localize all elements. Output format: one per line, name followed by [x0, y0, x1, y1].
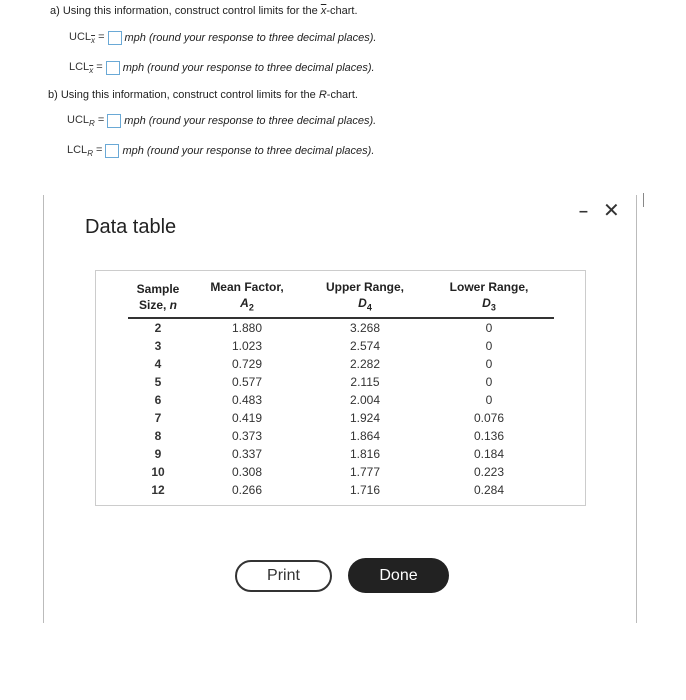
cell-sample-size: 3 [154, 339, 162, 353]
lcl-x-note: mph (round your response to three decimal places). [122, 62, 375, 75]
cell-sample-size: 2 [154, 321, 162, 335]
cell-d3: 0 [485, 357, 493, 371]
r-symbol: R [318, 89, 327, 101]
minimize-icon[interactable]: – [579, 203, 588, 220]
cell-a2: 0.308 [231, 465, 263, 479]
cell-d4: 1.924 [349, 411, 381, 425]
cell-sample-size: 5 [154, 375, 162, 389]
cell-d3: 0 [485, 339, 493, 353]
cell-a2: 0.337 [231, 447, 263, 461]
ucl-r-row [67, 114, 376, 128]
cell-a2: 0.483 [231, 393, 263, 407]
question-b-prompt-prefix: b) Using this information, construct control limits for the [48, 89, 319, 101]
lcl-x-label: $LCL_{\overline{x}}$ = [69, 61, 103, 76]
data-table [128, 277, 554, 499]
cell-sample-size: 10 [151, 465, 165, 479]
table-row [128, 409, 554, 427]
x-bar-symbol: $\overline{x}$ [320, 5, 327, 17]
cell-d4: 1.716 [349, 483, 381, 497]
lcl-r-note: mph (round your response to three decimal places). [122, 145, 375, 158]
dialog-title: Data table [85, 216, 177, 238]
table-row [128, 427, 554, 445]
cell-sample-size: 8 [154, 429, 162, 443]
dialog-right-border [636, 195, 637, 623]
cell-a2: 0.577 [231, 375, 263, 389]
question-b-prompt-suffix: -chart. [326, 89, 358, 101]
question-b-prompt [48, 89, 358, 101]
dialog-left-border [43, 195, 44, 623]
table-row [128, 481, 554, 499]
cell-d3: 0 [485, 321, 493, 335]
cell-a2: 1.880 [231, 321, 263, 335]
cell-d4: 2.004 [349, 393, 381, 407]
header-mean-factor: Mean Factor, $A_2$ [188, 277, 306, 318]
cell-d3: 0.223 [473, 465, 505, 479]
cell-d4: 3.268 [349, 321, 381, 335]
cell-d3: 0 [485, 375, 493, 389]
table-row [128, 445, 554, 463]
table-row [128, 373, 554, 391]
header-lower-range: Lower Range, $D_3$ [424, 277, 554, 318]
cell-a2: 0.266 [231, 483, 263, 497]
dialog-edge-mark [643, 193, 644, 207]
cell-d4: 1.816 [349, 447, 381, 461]
cell-d4: 2.574 [349, 339, 381, 353]
lcl-r-row [67, 144, 374, 158]
cell-d4: 2.282 [349, 357, 381, 371]
cell-d3: 0.136 [473, 429, 505, 443]
cell-a2: 0.373 [231, 429, 263, 443]
cell-d3: 0.076 [473, 411, 505, 425]
table-row [128, 318, 554, 337]
ucl-r-note: mph (round your response to three decimal places). [124, 115, 377, 128]
cell-sample-size: 7 [154, 411, 162, 425]
cell-a2: 0.729 [231, 357, 263, 371]
cell-sample-size: 9 [154, 447, 162, 461]
lcl-r-label: $LCL_R$ = [67, 144, 103, 159]
ucl-r-label: $UCL_R$ = [67, 114, 105, 129]
ucl-x-row [69, 31, 376, 45]
cell-d3: 0 [485, 393, 493, 407]
cell-sample-size: 4 [154, 357, 162, 371]
print-button[interactable]: Print [235, 560, 332, 592]
cell-a2: 1.023 [231, 339, 263, 353]
question-a-prompt [50, 5, 358, 17]
question-a-prompt-prefix: a) Using this information, construct control limits for the [50, 5, 321, 17]
ucl-x-label: $UCL_{\overline{x}}$ = [69, 31, 105, 46]
ucl-x-input[interactable] [108, 31, 122, 45]
lcl-r-input[interactable] [105, 144, 119, 158]
cell-a2: 0.419 [231, 411, 263, 425]
table-row [128, 355, 554, 373]
lcl-x-row [69, 61, 375, 75]
ucl-r-input[interactable] [107, 114, 121, 128]
table-row [128, 337, 554, 355]
question-a-prompt-suffix: -chart. [326, 5, 358, 17]
header-upper-range: Upper Range, $D_4$ [306, 277, 424, 318]
cell-d4: 1.864 [349, 429, 381, 443]
lcl-x-input[interactable] [106, 61, 120, 75]
cell-d4: 1.777 [349, 465, 381, 479]
table-row [128, 463, 554, 481]
cell-sample-size: 12 [151, 483, 165, 497]
ucl-x-note: mph (round your response to three decimal places). [124, 32, 377, 45]
cell-d3: 0.284 [473, 483, 505, 497]
close-icon[interactable]: ✕ [603, 200, 620, 222]
done-button[interactable]: Done [348, 558, 449, 593]
table-header-row [128, 277, 554, 318]
cell-d3: 0.184 [473, 447, 505, 461]
cell-sample-size: 6 [154, 393, 162, 407]
header-sample-size: Sample Size, n [128, 277, 188, 318]
cell-d4: 2.115 [350, 375, 380, 389]
table-row [128, 391, 554, 409]
